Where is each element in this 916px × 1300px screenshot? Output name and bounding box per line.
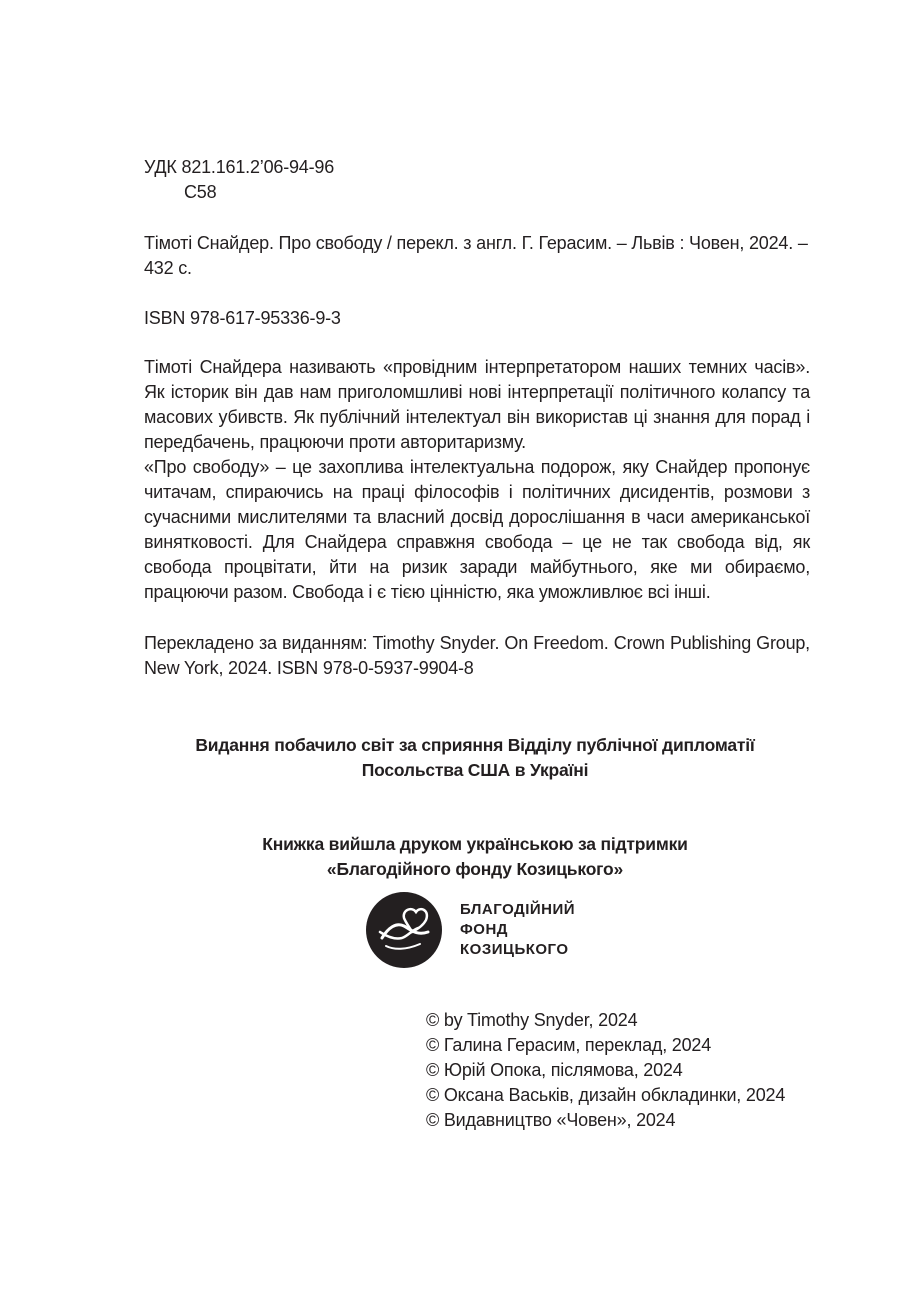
udk-block [144, 155, 810, 205]
copyright-translation: © Галина Герасим, переклад, 2024 [426, 1035, 712, 1055]
copyright-cover-design: © Оксана Васьків, дизайн обкладинки, 2024 [426, 1085, 786, 1105]
support-line-1: Книжка вийшла друком українською за підтримки [262, 834, 688, 854]
udk-line: УДК 821.161.2’06-94-96 [144, 157, 335, 177]
logo-line-2: ФОНД [460, 921, 508, 938]
isbn: ISBN 978-617-95336-9-3 [144, 308, 341, 328]
translated-from-note: Перекладено за виданням: Timothy Snyder. On Freedom. Crown Publishing Group, New York, 2024. ISBN 978-0-5937-9904-8 [144, 633, 810, 678]
logo-line-3: КОЗИЦЬКОГО [460, 941, 569, 958]
support-line-2: «Благодійного фонду Козицького» [326, 859, 624, 879]
logo-line-1: БЛАГОДІЙНИЙ [460, 901, 576, 918]
kozytsky-foundation-logo [366, 892, 606, 972]
diplomacy-line-2: Посольства США в Україні [361, 760, 589, 780]
annotation-paragraph-2: «Про свободу» – це захоплива інтелектуальна подорож, яку Снайдер пропонує читачам, спираючись на праці філософів і політичних дисидентів, розмови з сучасними мислителями та власний досвід дорослішання в часи американської винятковості. Для Снайдера справжня свобода – це не так свобода від, як свобода процвітати, йти на ризик заради майбутнього, яке ми обираємо, працюючи разом. Свобода і є тією цінністю, яка уможливлює всі інші. [144, 457, 810, 602]
annotation [144, 355, 810, 605]
copyright-list [426, 1008, 866, 1133]
annotation-paragraph-1: Тімоті Снайдера називають «провідним інтерпретатором наших темних часів». Як історик він дав нам приголомшливі нові інтерпретації політичного колапсу та масових убивств. Як публічний інтелектуал він використав ці знання для порад і передбачень, працюючи проти авторитаризму. [144, 357, 810, 452]
hands-heart-icon [366, 892, 442, 968]
bibliographic-record: Тімоті Снайдер. Про свободу / перекл. з англ. Г. Герасим. – Львів : Човен, 2024. – 432 с. [144, 233, 808, 278]
author-sign-code: С58 [184, 182, 217, 202]
diplomacy-line-1: Видання побачило світ за сприяння Відділу публічної дипломатії [195, 735, 755, 755]
copyright-author: © by Timothy Snyder, 2024 [426, 1010, 638, 1030]
copyright-afterword: © Юрій Опока, післямова, 2024 [426, 1060, 683, 1080]
copyright-publisher: © Видавництво «Човен», 2024 [426, 1110, 676, 1130]
logo-wordmark [460, 900, 575, 960]
diplomacy-note [100, 733, 850, 783]
support-note [100, 832, 850, 882]
